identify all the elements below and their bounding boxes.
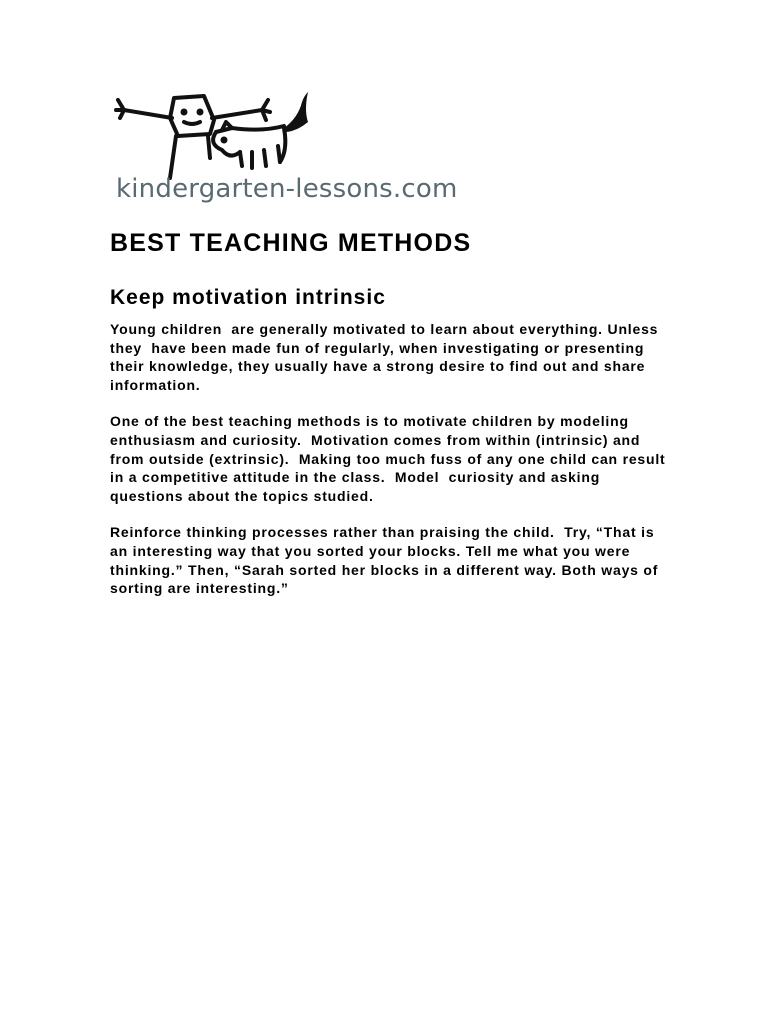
paragraph-3: Reinforce thinking processes rather than praising the child. Try, “That is an interesting way that you sorted your blocks. Tell me what you were thinking.” Then, “Sarah sorted her blocks in a different way. Both ways of sorting are interesting.”	[110, 524, 663, 597]
page-title: BEST TEACHING METHODS	[110, 229, 472, 257]
paragraph-1: Young children are generally motivated to learn about everything. Unless they have been made fun of regularly, when investigating or presenting their knowledge, they usually have a strong desire to find out and share information.	[110, 321, 663, 393]
child-and-dog-drawing-icon	[112, 88, 322, 180]
site-logo[interactable]	[112, 88, 458, 214]
section-heading: Keep motivation intrinsic	[110, 286, 386, 309]
site-name: kindergarten-lessons.com	[116, 174, 458, 204]
article-content	[110, 226, 670, 616]
paragraph-2: One of the best teaching methods is to motivate children by modeling enthusiasm and curiosity. Motivation comes from within (intrinsic) and from outside (extrinsic). Making too much fuss of any one child can result in a competitive attitude in the class. Model curiosity and asking questions about the topics studied.	[110, 413, 671, 504]
